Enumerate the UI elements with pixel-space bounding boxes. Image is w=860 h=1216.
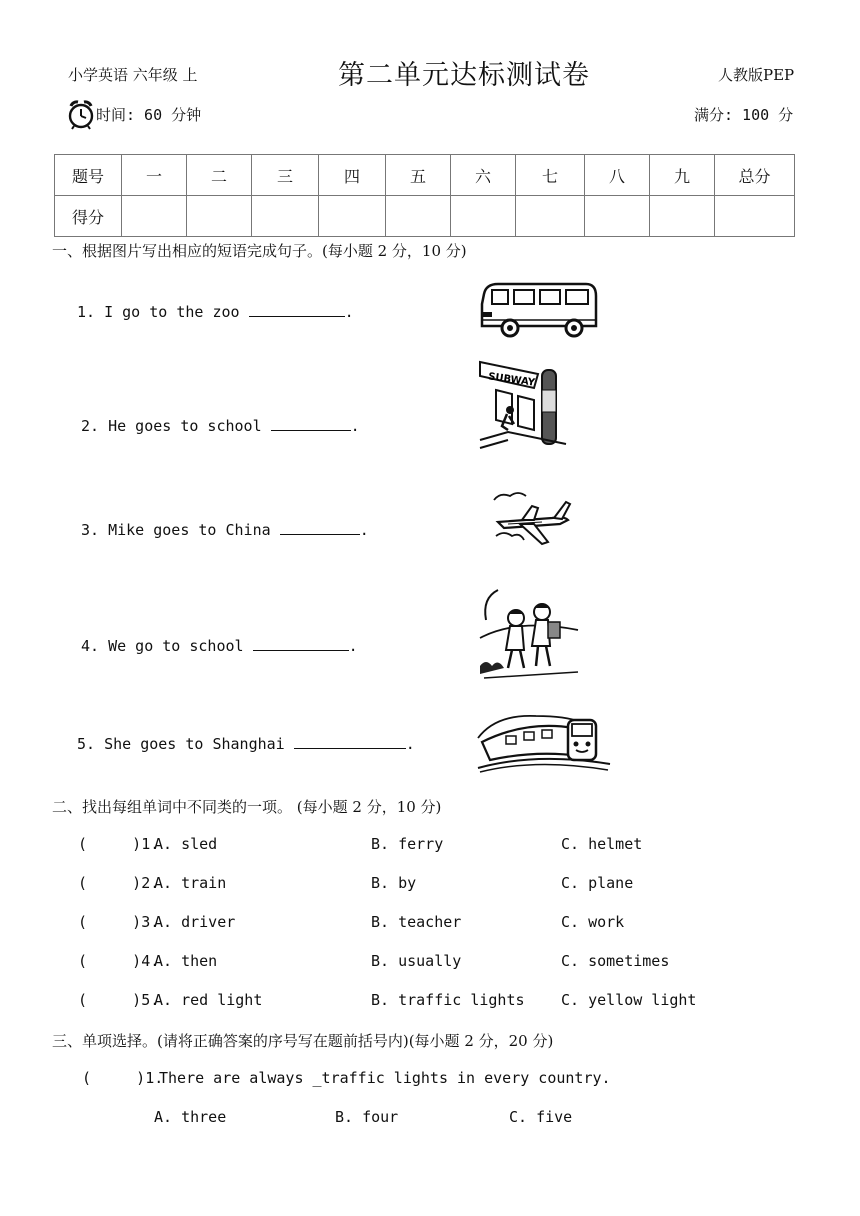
table-cell: 四 [319, 155, 386, 196]
answer-bracket[interactable]: ( )1. [82, 1069, 164, 1087]
answer-blank[interactable] [271, 418, 351, 431]
page-title: 第二单元达标测试卷 [338, 60, 590, 91]
score-entry-cell[interactable] [585, 196, 650, 237]
table-cell: 六 [451, 155, 516, 196]
full-score: 满分: 100 分 [694, 106, 794, 124]
option-c: C. yellow light [561, 991, 697, 1009]
table-cell: 七 [516, 155, 585, 196]
subway-icon [478, 360, 568, 450]
question-2: 2. He goes to school . [81, 417, 360, 435]
plane-icon [490, 486, 574, 550]
table-cell: 一 [122, 155, 187, 196]
option-b: B. by [371, 874, 417, 892]
table-cell: 题号 [55, 155, 122, 196]
question-number: 5. [77, 735, 96, 753]
walking-kids-icon [478, 588, 584, 680]
option-c: C. sometimes [561, 952, 670, 970]
subject-label: 小学英语 六年级 上 [68, 66, 198, 84]
score-entry-cell[interactable] [451, 196, 516, 237]
alarm-clock-icon [67, 98, 95, 130]
option-b: B. ferry [371, 835, 444, 853]
option-a: A. three [154, 1108, 227, 1126]
question-text: There are always _traffic lights in every country. [159, 1069, 611, 1087]
option-b: B. usually [371, 952, 462, 970]
option-a: A. red light [154, 991, 263, 1009]
question-1: 1. I go to the zoo . [77, 303, 354, 321]
svg-text:SUBWAY: SUBWAY [487, 371, 536, 389]
answer-bracket[interactable]: ( )5. [78, 991, 160, 1009]
table-cell: 总分 [715, 155, 795, 196]
score-entry-cell[interactable] [386, 196, 451, 237]
question-text: He goes to school [108, 417, 262, 435]
option-c: C. work [561, 913, 625, 931]
score-entry-cell[interactable] [187, 196, 252, 237]
answer-bracket[interactable]: ( )2. [78, 874, 160, 892]
edition-label: 人教版PEP [718, 66, 795, 84]
section-2-heading: 二、找出每组单词中不同类的一项。 (每小题 2 分，10 分) [52, 798, 442, 816]
answer-blank[interactable] [249, 304, 345, 317]
question-4: 4. We go to school . [81, 637, 358, 655]
option-b: B. teacher [371, 913, 462, 931]
section-3-heading: 三、单项选择。(请将正确答案的序号写在题前括号内)(每小题 2 分，20 分) [52, 1032, 554, 1050]
option-a: A. train [154, 874, 227, 892]
score-entry-cell[interactable] [650, 196, 715, 237]
option-a: A. driver [154, 913, 236, 931]
score-entry-cell[interactable] [122, 196, 187, 237]
table-cell: 五 [386, 155, 451, 196]
question-text: We go to school [108, 637, 244, 655]
train-icon [476, 708, 612, 774]
answer-blank[interactable] [280, 522, 360, 535]
option-a: A. sled [154, 835, 218, 853]
question-number: 1. [77, 303, 96, 321]
exam-time: 时间: 60 分钟 [96, 106, 202, 124]
bus-icon [478, 280, 598, 340]
question-3: 3. Mike goes to China . [81, 521, 369, 539]
question-text: Mike goes to China [108, 521, 271, 539]
score-entry-cell[interactable] [252, 196, 319, 237]
table-cell: 得分 [55, 196, 122, 237]
answer-bracket[interactable]: ( )4. [78, 952, 160, 970]
question-text: I go to the zoo [104, 303, 240, 321]
answer-blank[interactable] [253, 638, 349, 651]
score-table-header-row [55, 155, 795, 196]
section-1-heading: 一、根据图片写出相应的短语完成句子。(每小题 2 分，10 分) [52, 242, 467, 260]
score-entry-cell[interactable] [516, 196, 585, 237]
answer-bracket[interactable]: ( )1. [78, 835, 160, 853]
option-b: B. traffic lights [371, 991, 525, 1009]
option-b: B. four [335, 1108, 399, 1126]
score-table [54, 154, 795, 237]
table-cell: 九 [650, 155, 715, 196]
score-entry-cell[interactable] [715, 196, 795, 237]
question-5: 5. She goes to Shanghai . [77, 735, 415, 753]
option-a: A. then [154, 952, 218, 970]
option-c: C. plane [561, 874, 634, 892]
score-entry-cell[interactable] [319, 196, 386, 237]
question-text: She goes to Shanghai [104, 735, 285, 753]
option-c: C. helmet [561, 835, 643, 853]
table-cell: 八 [585, 155, 650, 196]
table-cell: 三 [252, 155, 319, 196]
question-number: 3. [81, 521, 100, 539]
score-table-score-row [55, 196, 795, 237]
table-cell: 二 [187, 155, 252, 196]
question-number: 4. [81, 637, 100, 655]
option-c: C. five [509, 1108, 573, 1126]
answer-bracket[interactable]: ( )3. [78, 913, 160, 931]
answer-blank[interactable] [294, 736, 406, 749]
question-number: 2. [81, 417, 100, 435]
